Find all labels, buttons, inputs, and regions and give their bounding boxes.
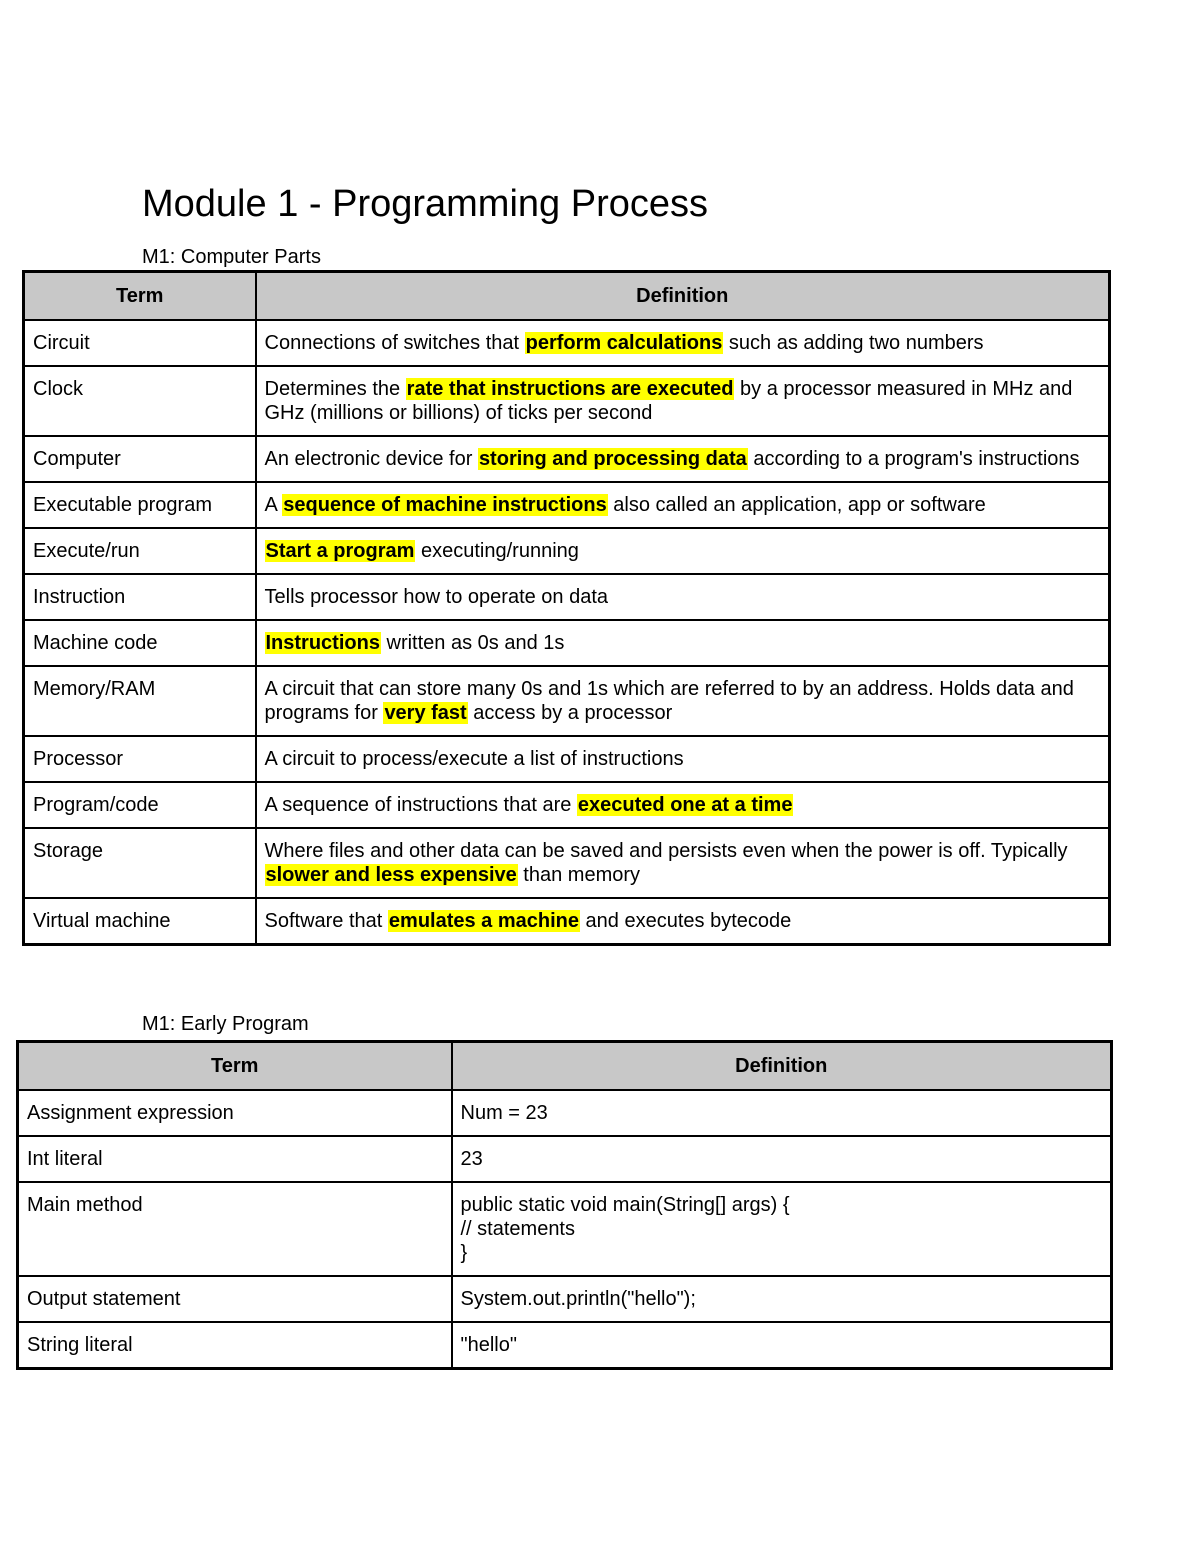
- definition-text: also called an application, app or software: [607, 494, 986, 516]
- definition-text: Determines the: [264, 378, 406, 400]
- definition-text: Connections of switches that: [264, 332, 525, 354]
- term-cell: Processor: [24, 736, 256, 782]
- definition-cell: [452, 1090, 1112, 1136]
- definition-text: A circuit that can store many 0s and 1s which are referred to by an address. Holds data and programs for: [264, 678, 1074, 724]
- table-row: [18, 1276, 1112, 1322]
- definition-cell: [452, 1276, 1112, 1322]
- definition-text: such as adding two numbers: [723, 332, 984, 354]
- definition-cell: [256, 482, 1110, 528]
- term-cell: Storage: [24, 828, 256, 898]
- definition-cell: [256, 898, 1110, 945]
- highlighted-text: Instructions: [265, 632, 380, 654]
- definition-cell: [256, 366, 1110, 436]
- table-row: [24, 528, 1110, 574]
- column-header-term: Term: [18, 1042, 452, 1091]
- highlighted-text: slower and less expensive: [265, 864, 517, 886]
- highlighted-text: emulates a machine: [388, 910, 579, 932]
- table-row: [24, 782, 1110, 828]
- definition-text: written as 0s and 1s: [380, 632, 565, 654]
- definition-cell: [256, 736, 1110, 782]
- column-header-term: Term: [24, 272, 256, 321]
- definition-cell: [256, 320, 1110, 366]
- table-row: [24, 482, 1110, 528]
- term-cell: Instruction: [24, 574, 256, 620]
- definition-line: // statements: [460, 1218, 575, 1240]
- highlighted-text: executed one at a time: [577, 794, 793, 816]
- table-row: [18, 1090, 1112, 1136]
- table-row: [24, 574, 1110, 620]
- definition-cell: [452, 1182, 1112, 1276]
- table-row: [24, 366, 1110, 436]
- table-row: [18, 1182, 1112, 1276]
- definition-line: "hello": [460, 1334, 517, 1356]
- term-cell: Output statement: [18, 1276, 452, 1322]
- column-header-definition: Definition: [256, 272, 1110, 321]
- definition-text: than memory: [517, 864, 641, 886]
- definition-text: Tells processor how to operate on data: [264, 586, 609, 608]
- highlighted-text: rate that instructions are executed: [406, 378, 734, 400]
- definition-cell: [256, 782, 1110, 828]
- definition-cell: [256, 436, 1110, 482]
- table-row: [24, 666, 1110, 736]
- definition-text: according to a program's instructions: [747, 448, 1080, 470]
- definition-cell: [256, 528, 1110, 574]
- definition-text: by a processor measured in MHz and GHz (millions or billions) of ticks per second: [264, 378, 1073, 424]
- definition-line: public static void main(String[] args) {: [460, 1194, 790, 1216]
- column-header-definition: Definition: [452, 1042, 1112, 1091]
- term-cell: Virtual machine: [24, 898, 256, 945]
- term-cell: Main method: [18, 1182, 452, 1276]
- table-row: [24, 736, 1110, 782]
- table-row: [24, 436, 1110, 482]
- definition-cell: [256, 666, 1110, 736]
- table-row: [18, 1136, 1112, 1182]
- highlighted-text: Start a program: [265, 540, 415, 562]
- definition-text: A sequence of instructions that are: [264, 794, 577, 816]
- highlighted-text: very fast: [384, 702, 467, 724]
- section-label-computer-parts: M1: Computer Parts: [142, 246, 321, 268]
- highlighted-text: sequence of machine instructions: [283, 494, 607, 516]
- definition-text: A: [264, 494, 283, 516]
- table-row: [24, 620, 1110, 666]
- term-cell: Circuit: [24, 320, 256, 366]
- term-cell: String literal: [18, 1322, 452, 1369]
- definition-text: Software that: [264, 910, 388, 932]
- term-cell: Assignment expression: [18, 1090, 452, 1136]
- term-cell: Clock: [24, 366, 256, 436]
- table-row: [18, 1322, 1112, 1369]
- term-cell: Execute/run: [24, 528, 256, 574]
- page-title: Module 1 - Programming Process: [142, 183, 708, 225]
- definition-cell: [256, 620, 1110, 666]
- table-row: [24, 320, 1110, 366]
- definition-text: An electronic device for: [264, 448, 478, 470]
- term-cell: Int literal: [18, 1136, 452, 1182]
- definition-cell: [256, 828, 1110, 898]
- definition-text: A circuit to process/execute a list of instructions: [264, 748, 684, 770]
- term-cell: Machine code: [24, 620, 256, 666]
- section-label-early-program: M1: Early Program: [142, 1013, 309, 1035]
- highlighted-text: perform calculations: [525, 332, 723, 354]
- definition-text: Where files and other data can be saved and persists even when the power is off. Typically: [264, 840, 1068, 862]
- term-cell: Program/code: [24, 782, 256, 828]
- term-cell: Memory/RAM: [24, 666, 256, 736]
- definition-cell: [452, 1136, 1112, 1182]
- table-row: [24, 898, 1110, 945]
- definition-text: and executes bytecode: [580, 910, 792, 932]
- term-cell: Computer: [24, 436, 256, 482]
- definition-line: }: [460, 1242, 468, 1264]
- early-program-table: [16, 1040, 1113, 1370]
- definition-line: Num = 23: [460, 1102, 548, 1124]
- definition-text: executing/running: [415, 540, 579, 562]
- table-row: [24, 828, 1110, 898]
- computer-parts-table: [22, 270, 1111, 946]
- definition-cell: [256, 574, 1110, 620]
- highlighted-text: storing and processing data: [478, 448, 747, 470]
- definition-cell: [452, 1322, 1112, 1369]
- definition-line: System.out.println("hello");: [460, 1288, 696, 1310]
- term-cell: Executable program: [24, 482, 256, 528]
- definition-text: access by a processor: [467, 702, 673, 724]
- definition-line: 23: [460, 1148, 483, 1170]
